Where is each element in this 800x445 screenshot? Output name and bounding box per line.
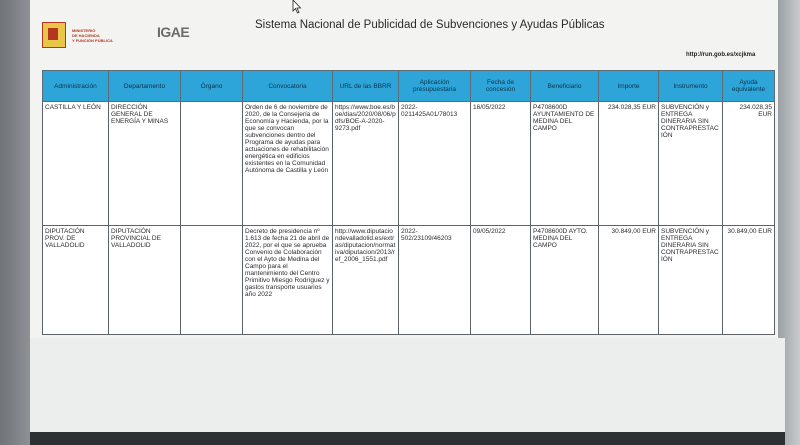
coat-of-arms-icon — [42, 22, 66, 48]
column-header: Instrumento — [659, 71, 723, 102]
cell-aplicacion: 2022-0211425A01/78013 — [399, 102, 471, 226]
ministry-logo — [42, 22, 154, 48]
cell-organo — [181, 102, 243, 226]
table-header-row — [43, 71, 775, 102]
igae-logo: IGAE — [157, 24, 190, 40]
column-header: Departamento — [109, 71, 181, 102]
column-header: Importe — [599, 71, 659, 102]
cell-administracion: CASTILLA Y LEÓN — [43, 102, 109, 226]
column-header: Beneficiario — [531, 71, 599, 102]
cell-url-bbrr[interactable]: https://www.boe.es/boe/dias/2020/08/06/pdfs/BOE-A-2020-9273.pdf — [333, 102, 399, 226]
cell-instrumento: SUBVENCIÓN y ENTREGA DINERARIA SIN CONTRAPRESTACIÓN — [659, 225, 723, 334]
cell-beneficiario: P4708600D AYUNTAMIENTO DE MEDINA DEL CAMPO — [531, 102, 599, 226]
column-header: Órgano — [181, 71, 243, 102]
mouse-cursor-icon — [292, 0, 302, 14]
column-header: Convocatoria — [243, 71, 333, 102]
cell-aplicacion: 2022-502/23109/46203 — [399, 225, 471, 334]
column-header: Ayuda equivalente — [723, 71, 775, 102]
grants-table — [42, 70, 775, 335]
cell-importe: 234.028,35 EUR — [599, 102, 659, 226]
cell-organo — [181, 225, 243, 334]
table-row — [43, 225, 775, 334]
cell-fecha: 09/05/2022 — [471, 225, 531, 334]
ministry-name: MINISTERIO DE HACIENDA Y FUNCIÓN PÚBLICA — [72, 27, 113, 43]
monitor-bezel-bottom — [30, 432, 785, 445]
column-header: URL de las BBRR — [333, 71, 399, 102]
page-blank-area — [30, 338, 785, 432]
cell-administracion: DIPUTACIÓN PROV. DE VALLADOLID — [43, 225, 109, 334]
cell-convocatoria: Orden de 6 de noviembre de 2020, de la Consejería de Economía y Hacienda, por la que se convocan subvenciones dentro del Programa de ayudas para actuaciones de rehabilitación energética en edificios existentes en la Comunidad Autónoma de Castilla y León — [243, 102, 333, 226]
cell-ayuda: 234.028,35 EUR — [723, 102, 775, 226]
monitor-bezel-left — [0, 0, 30, 445]
column-header: Aplicación presupuestaria — [399, 71, 471, 102]
table-row — [43, 102, 775, 226]
cell-url-bbrr[interactable]: http://www.diputaciondevalladolid.es/extras/diputacion/normativa/diputacion/2013/ref_2006_1551.pdf — [333, 225, 399, 334]
cell-convocatoria: Decreto de presidencia nº 1.613 de fecha 21 de abril de 2022, por el que se aprueba Convenio de Colaboración con el Ayto de Medina del Campo para el mantenimiento del Centro Primitivo Miesgo Rodríguez y gastos transporte usuarios año 2022 — [243, 225, 333, 334]
cell-ayuda: 30.849,00 EUR — [723, 225, 775, 334]
short-url-link[interactable]: http://run.gob.es/xcjkma — [686, 52, 756, 58]
page-title: Sistema Nacional de Publicidad de Subvenciones y Ayudas Públicas — [255, 19, 605, 31]
cell-importe: 30.849,00 EUR — [599, 225, 659, 334]
cell-instrumento: SUBVENCIÓN y ENTREGA DINERARIA SIN CONTRAPRESTACIÓN — [659, 102, 723, 226]
column-header: Fecha de concesión — [471, 71, 531, 102]
cell-departamento: DIPUTACIÓN PROVINCIAL DE VALLADOLID — [109, 225, 181, 334]
column-header: Administración — [43, 71, 109, 102]
cell-departamento: DIRECCIÓN GENERAL DE ENERGÍA Y MINAS — [109, 102, 181, 226]
cell-fecha: 16/05/2022 — [471, 102, 531, 226]
cell-beneficiario: P4708600D AYTO. MEDINA DEL CAMPO — [531, 225, 599, 334]
